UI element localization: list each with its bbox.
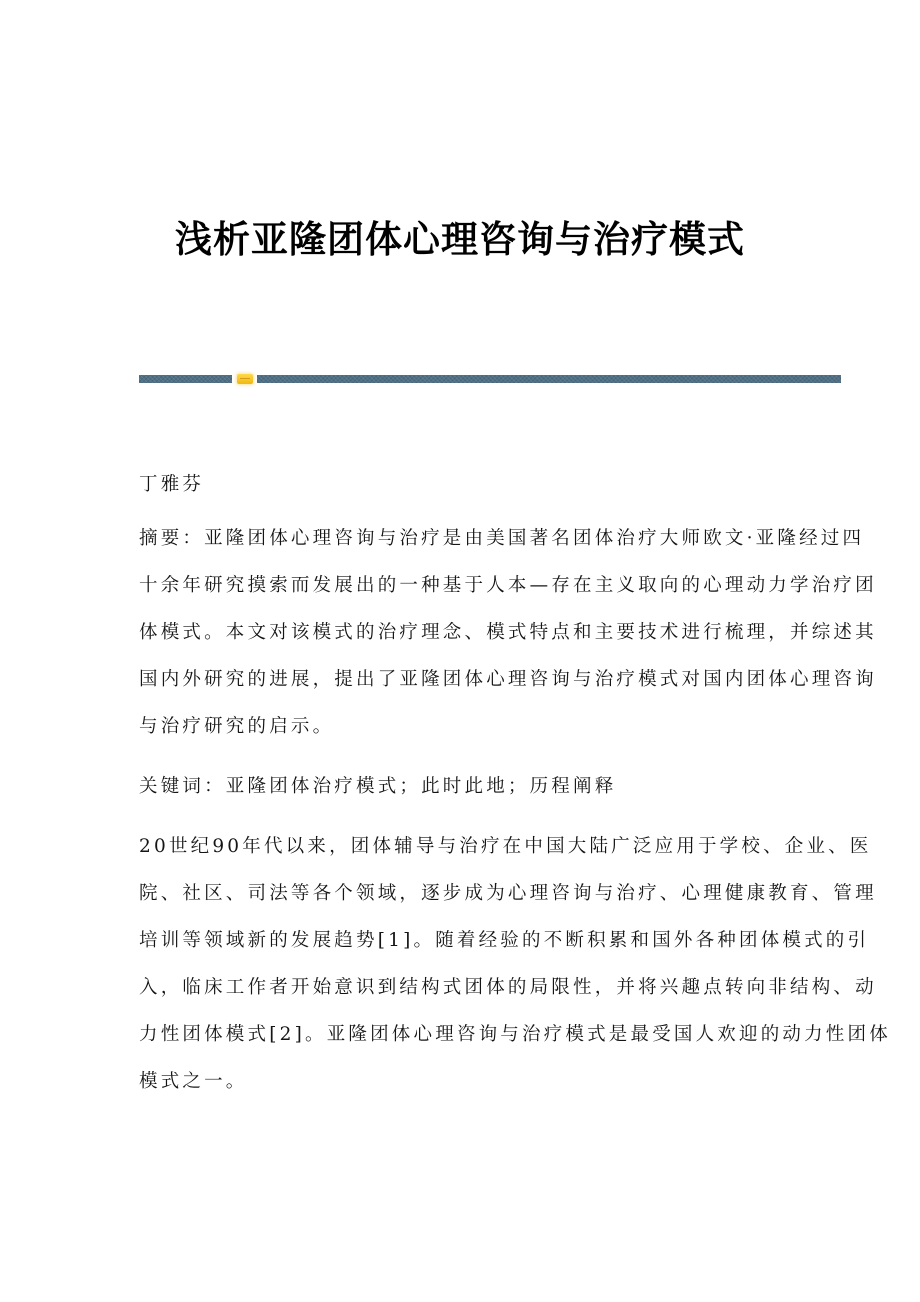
abstract [139,515,877,750]
body-line: 20世纪90年代以来，团体辅导与治疗在中国大陆广泛应用于学校、企业、医 [139,836,872,857]
page-title: 浅析亚隆团体心理咨询与治疗模式 [175,217,745,261]
body-line: 培训等领域新的发展趋势[1]。随着经验的不断积累和国外各种团体模式的引 [139,930,870,951]
title-divider-left [139,375,232,383]
title-divider-right [257,375,841,383]
body-line: 力性团体模式[2]。亚隆团体心理咨询与治疗模式是最受国人欢迎的动力性团体 [139,1024,891,1045]
abstract-line: 体模式。本文对该模式的治疗理念、模式特点和主要技术进行梳理，并综述其 [139,622,877,643]
abstract-line: 摘要：亚隆团体心理咨询与治疗是由美国著名团体治疗大师欧文·亚隆经过四 [139,528,865,549]
abstract-line: 国内外研究的进展，提出了亚隆团体心理咨询与治疗模式对国内团体心理咨询 [139,669,877,690]
keywords [139,763,789,810]
gold-bar-ornament-icon [237,374,253,384]
abstract-line: 十余年研究摸索而发展出的一种基于人本—存在主义取向的心理动力学治疗团 [139,575,877,596]
keywords-line: 关键词：亚隆团体治疗模式；此时此地；历程阐释 [139,776,617,797]
body-line: 院、社区、司法等各个领域，逐步成为心理咨询与治疗、心理健康教育、管理 [139,883,877,904]
abstract-line: 与治疗研究的启示。 [139,716,335,737]
body-line: 入，临床工作者开始意识到结构式团体的局限性，并将兴趣点转向非结构、动 [139,977,877,998]
body-line: 模式之一。 [139,1071,248,1092]
author-line: 丁雅芬 [139,474,205,495]
author-name [139,461,789,508]
body-paragraph [139,823,891,1105]
